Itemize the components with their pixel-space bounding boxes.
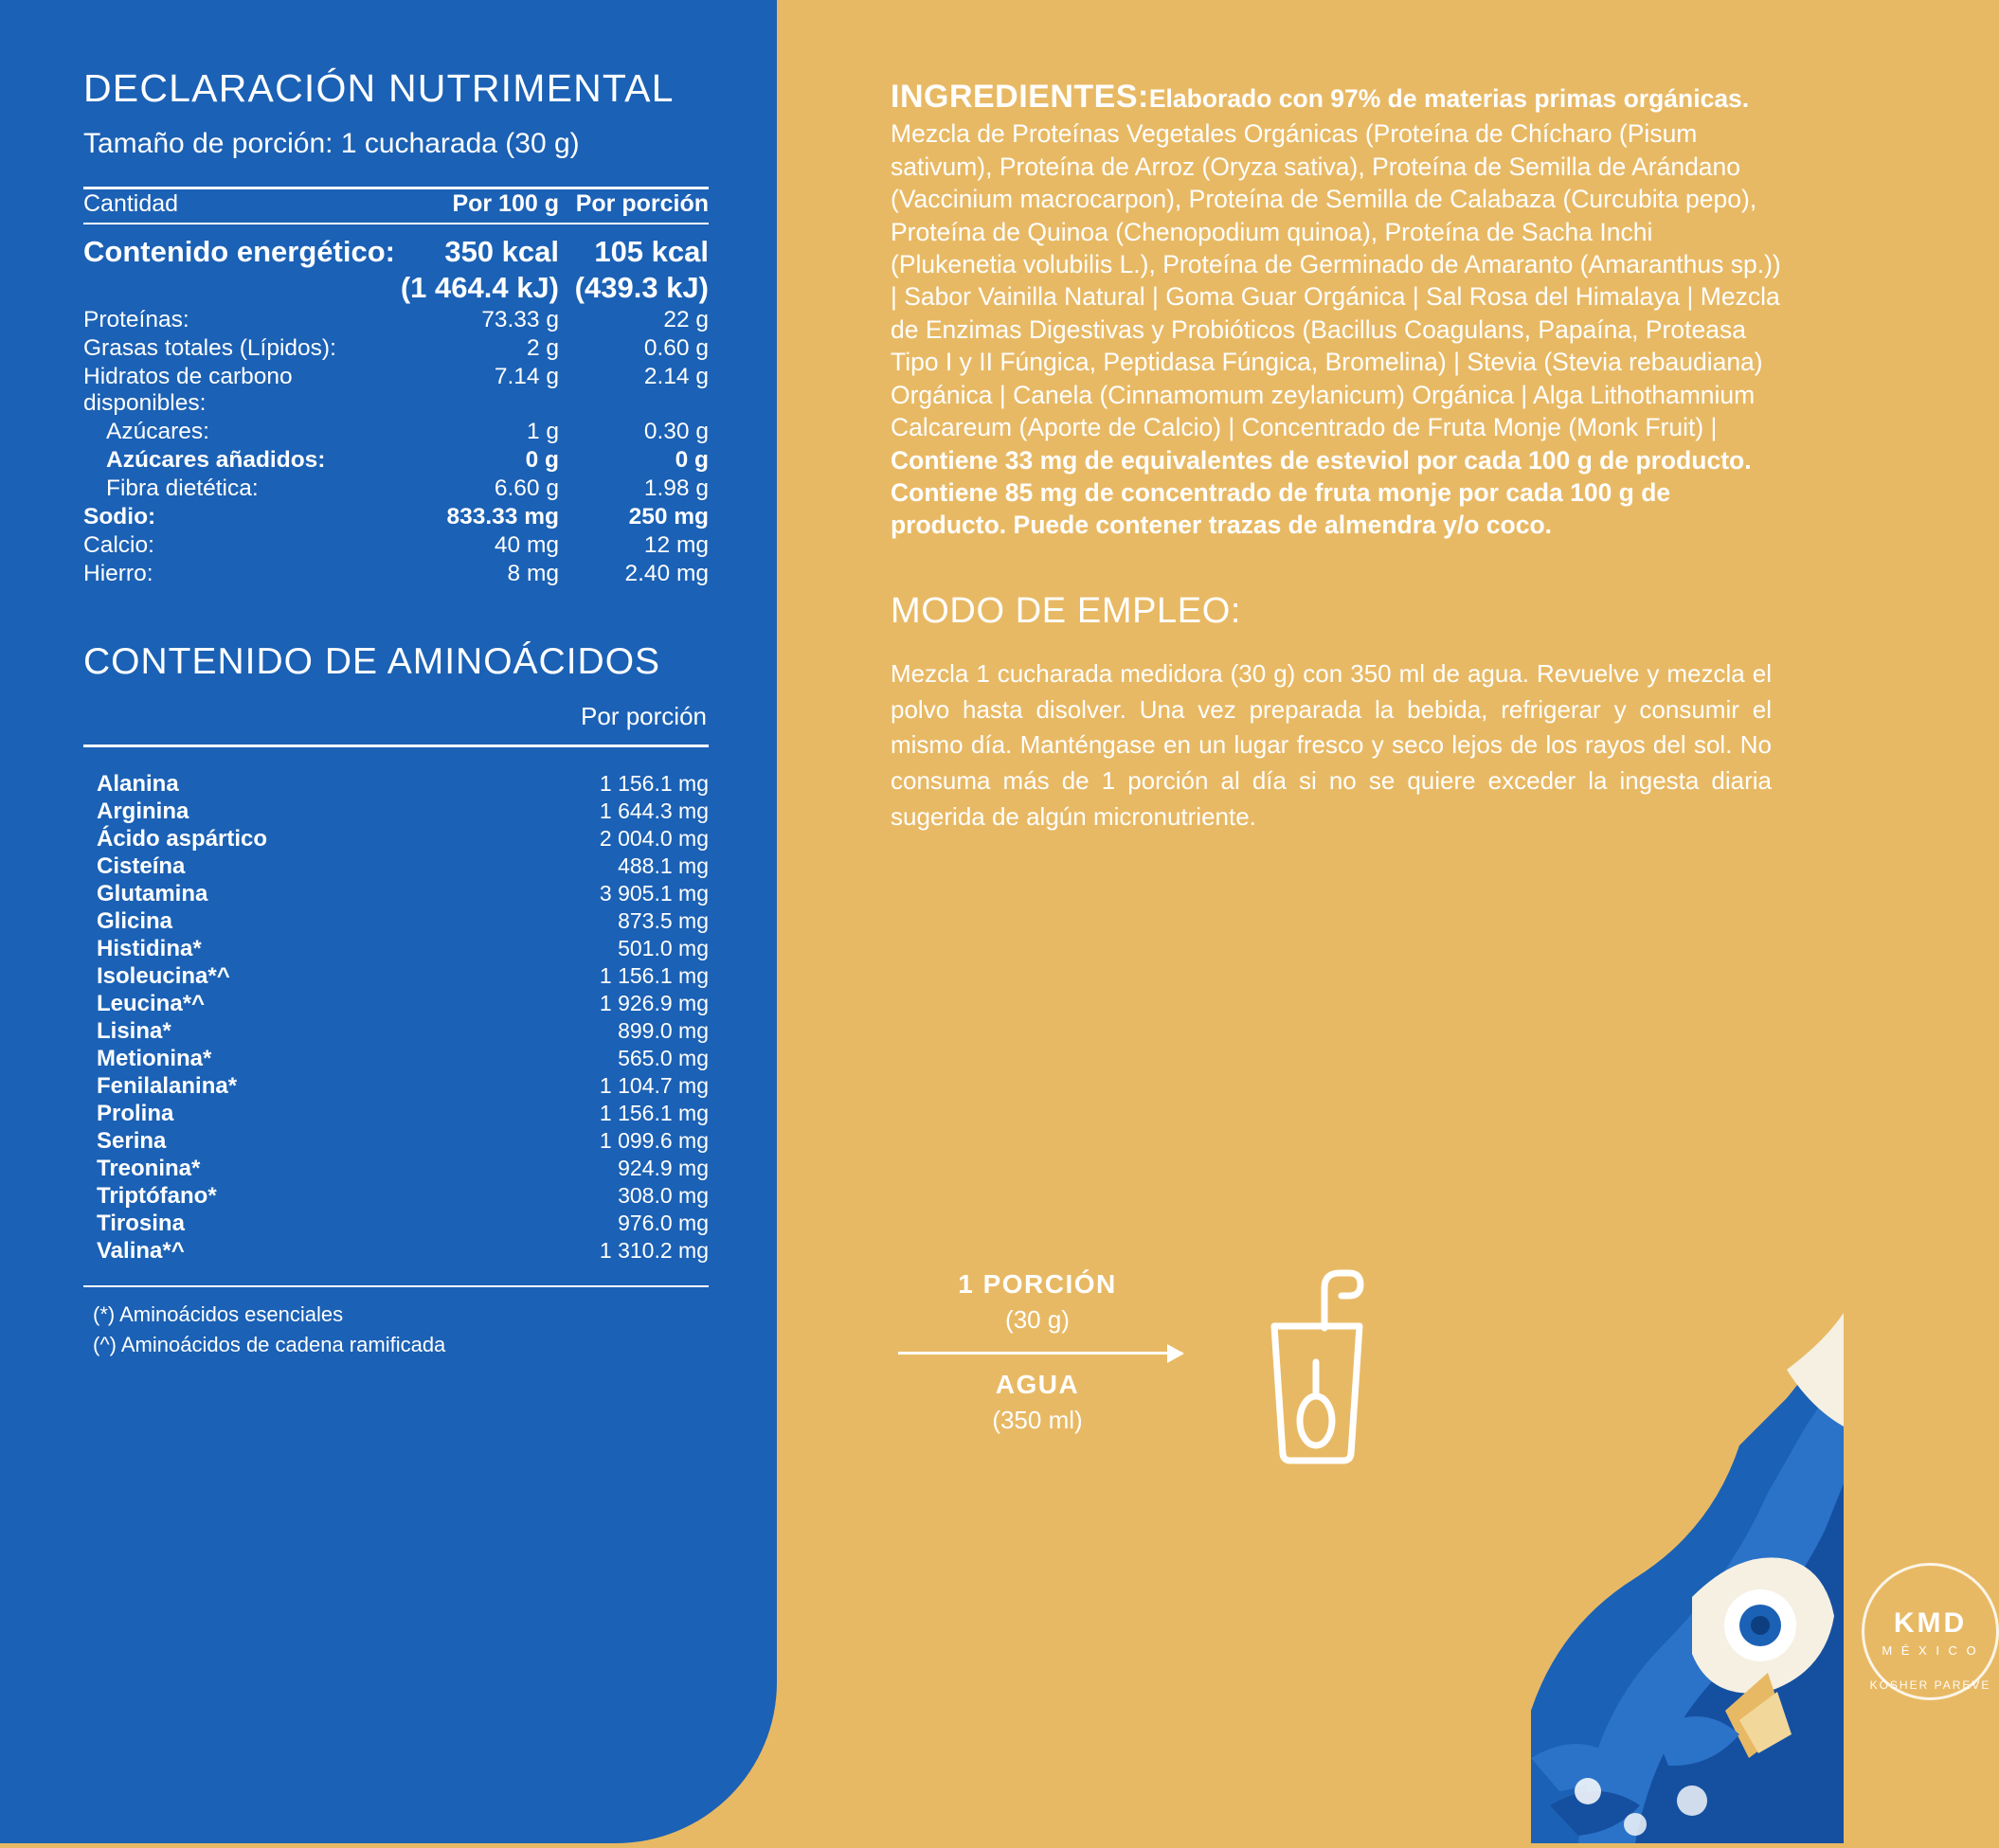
list-item	[83, 825, 709, 852]
amino-value: 1 156.1 mg	[599, 1101, 709, 1125]
divider-footnotes	[83, 1285, 709, 1287]
row-v1-protein: 73.33 g	[481, 307, 559, 332]
row-v2-carbs: 2.14 g	[643, 364, 709, 389]
amino-name: Glicina	[97, 907, 173, 934]
row-v1-calcium: 40 mg	[494, 532, 559, 558]
list-item	[83, 935, 709, 962]
amino-name: Leucina*^	[97, 990, 206, 1016]
amino-name: Cisteína	[97, 852, 186, 879]
footnote-essential: (*) Aminoácidos esenciales	[93, 1302, 344, 1326]
row-v1-fat: 2 g	[526, 335, 559, 361]
row-label-sugars: Azúcares:	[106, 419, 209, 444]
amino-value: 308.0 mg	[618, 1183, 709, 1208]
amino-value: 1 099.6 mg	[599, 1128, 709, 1153]
amino-name: Alanina	[97, 770, 179, 797]
row-label-protein: Proteínas:	[83, 307, 189, 332]
table-row	[83, 363, 709, 418]
row-v2-energy: 105 kcal	[594, 235, 709, 268]
row-label-sodium: Sodio:	[83, 504, 156, 529]
list-item	[83, 990, 709, 1017]
amino-value: 3 905.1 mg	[599, 881, 709, 906]
nutrition-panel	[0, 0, 777, 1843]
amino-name: Prolina	[97, 1100, 174, 1126]
divider-amino	[83, 745, 709, 747]
list-item	[83, 798, 709, 825]
amino-name: Tirosina	[97, 1210, 185, 1236]
amino-column-header: Por porción	[581, 702, 707, 730]
table-row	[83, 234, 709, 270]
row-label-carbs: Hidratos de carbono disponibles:	[83, 364, 293, 416]
table-row	[83, 334, 709, 363]
row-v2-sugars: 0.30 g	[643, 419, 709, 444]
page-title: DECLARACIÓN NUTRIMENTAL	[83, 66, 675, 110]
row-label-calcium: Calcio:	[83, 532, 154, 558]
list-item	[83, 1100, 709, 1127]
row-v1-sodium: 833.33 mg	[446, 504, 559, 529]
amino-value: 565.0 mg	[618, 1046, 709, 1070]
amino-value: 1 104.7 mg	[599, 1073, 709, 1098]
ingredients-tail: Contiene 33 mg de equivalentes de esteviol por cada 100 g de producto. Contiene 85 mg de concentrado de fruta monje por cada 100 g de producto. Puede contener trazas de almendra y/o coco.	[891, 445, 1752, 540]
amino-value: 1 644.3 mg	[599, 798, 709, 823]
nutrition-table	[83, 189, 709, 219]
row-v2-iron: 2.40 mg	[624, 561, 709, 586]
table-row	[83, 270, 709, 306]
row-v2-added-sugars: 0 g	[675, 447, 709, 473]
row-v1-sugars: 1 g	[526, 419, 559, 444]
amino-value: 873.5 mg	[618, 908, 709, 933]
amino-value: 1 156.1 mg	[599, 963, 709, 988]
amino-value: 501.0 mg	[618, 936, 709, 960]
row-label-iron: Hierro:	[83, 561, 153, 586]
row-label-added-sugars: Azúcares añadidos:	[106, 447, 326, 473]
row-v1-fiber: 6.60 g	[494, 475, 559, 501]
serving-size-text: Tamaño de porción: 1 cucharada (30 g)	[83, 128, 580, 159]
list-item	[83, 1017, 709, 1045]
amino-value: 1 926.9 mg	[599, 991, 709, 1015]
footnote-bcaa: (^) Aminoácidos de cadena ramificada	[93, 1333, 446, 1356]
amino-name: Glutamina	[97, 880, 208, 906]
row-v1-added-sugars: 0 g	[525, 447, 559, 473]
row-v2-fat: 0.60 g	[643, 335, 709, 361]
amino-name: Valina*^	[97, 1237, 185, 1264]
table-row	[83, 475, 709, 503]
col-header-per100g: Por 100 g	[452, 190, 559, 217]
amino-name: Lisina*	[97, 1017, 171, 1044]
amino-table	[83, 770, 709, 1265]
row-label-fiber: Fibra dietética:	[106, 475, 259, 501]
ingredients-panel-content	[891, 76, 1781, 834]
ingredients-lead: Elaborado con 97% de materias primas orgánicas.	[1148, 84, 1750, 113]
row-label-energy: Contenido energético:	[83, 235, 395, 268]
table-row	[83, 560, 709, 588]
arrow-icon	[898, 1352, 1182, 1355]
water-amount: (350 ml)	[992, 1406, 1083, 1434]
water-label: AGUA	[995, 1370, 1080, 1399]
row-label-fat: Grasas totales (Lípidos):	[83, 335, 336, 361]
ingredients-heading: INGREDIENTES:	[891, 79, 1149, 115]
amino-value: 924.9 mg	[618, 1156, 709, 1180]
kmd-seal-arc-text: KOSHER PAREVE	[1869, 1678, 1991, 1692]
usage-heading: MODO DE EMPLEO:	[891, 590, 1242, 631]
amino-value: 899.0 mg	[618, 1018, 709, 1043]
list-item	[83, 962, 709, 990]
ingredients-body: Mezcla de Proteínas Vegetales Orgánicas (Proteína de Chícharo (Pisum sativum), Proteína de Arroz (Oryza sativa), Proteína de Semilla de Arándano (Vaccinium macrocarpon), Proteína de Semilla de Calabaza (Curcubita pepo), Proteína de Quinoa (Chenopodium quinoa), Proteína de Sacha Inchi (Plukenetia volubilis L.), Proteína de Germinado de Amaranto (Amaranthus sp.)) | Sabor Vainilla Natural | Goma Guar Orgánica | Sal Rosa del Himalaya | Mezcla de Enzimas Digestivas y Probióticos (Bacillus Coagulans, Papaína, Proteasa Tipo I y II Fúngica, Peptidasa Fúngica, Bromelina) | Stevia (Stevia rebaudiana) Orgánica | Canela (Cinnamomum zeylanicum) Orgánica | Alga Lithothamnium Calcareum (Aporte de Calcio) | Concentrado de Fruta Monje (Monk Fruit) |	[891, 119, 1781, 442]
amino-name: Histidina*	[97, 935, 202, 961]
portion-amount: (30 g)	[1005, 1305, 1070, 1334]
row-v2-energy-kj: (439.3 kJ)	[574, 271, 709, 304]
bird-illustration	[1294, 1313, 1844, 1843]
amino-name: Serina	[97, 1127, 167, 1154]
amino-name: Isoleucina*^	[97, 962, 230, 989]
amino-value: 976.0 mg	[618, 1211, 709, 1235]
amino-value: 1 156.1 mg	[599, 771, 709, 796]
amino-name: Treonina*	[97, 1155, 201, 1181]
ingredients-panel	[777, 0, 1991, 1843]
table-header-row	[83, 189, 709, 219]
amino-name: Ácido aspártico	[97, 825, 268, 852]
table-row	[83, 306, 709, 334]
table-row	[83, 446, 709, 475]
row-v1-energy: 350 kcal	[444, 235, 559, 268]
kmd-seal-sub-text: M É X I C O	[1882, 1643, 1979, 1658]
row-v1-energy-kj: (1 464.4 kJ)	[400, 271, 559, 304]
row-v2-calcium: 12 mg	[643, 532, 709, 558]
amino-value: 2 004.0 mg	[599, 826, 709, 851]
list-item	[83, 880, 709, 907]
divider-header	[83, 223, 709, 224]
row-v1-carbs: 7.14 g	[494, 364, 559, 389]
list-item	[83, 1127, 709, 1155]
list-item	[83, 1210, 709, 1237]
ingredients-block	[891, 76, 1781, 542]
amino-name: Metionina*	[97, 1045, 212, 1071]
col-header-amount: Cantidad	[83, 190, 179, 217]
portion-label: 1 PORCIÓN	[958, 1269, 1117, 1299]
kmd-kosher-seal	[1862, 1563, 1999, 1700]
list-item	[83, 770, 709, 798]
list-item	[83, 852, 709, 880]
amino-section-title: CONTENIDO DE AMINOÁCIDOS	[83, 641, 661, 682]
list-item	[83, 1237, 709, 1265]
list-item	[83, 1045, 709, 1072]
amino-value: 488.1 mg	[618, 853, 709, 878]
row-v1-iron: 8 mg	[507, 561, 559, 586]
col-header-perserving: Por porción	[575, 190, 709, 217]
row-v2-sodium: 250 mg	[628, 504, 709, 529]
list-item	[83, 1155, 709, 1182]
nutrition-panel-content	[83, 66, 709, 1357]
table-row	[83, 418, 709, 446]
table-row	[83, 503, 709, 531]
amino-name: Triptófano*	[97, 1182, 217, 1209]
usage-text: Mezcla 1 cucharada medidora (30 g) con 350 ml de agua. Revuelve y mezcla el polvo hasta disolver. Una vez preparada la bebida, refrigerar y consumir el mismo día. Manténgase en un lugar fresco y seco lejos de los rayos del sol. No consuma más de 1 porción al día si no se quiere exceder la ingesta diaria sugerida de algún micronutriente.	[891, 658, 1772, 831]
list-item	[83, 1182, 709, 1210]
amino-name: Arginina	[97, 798, 189, 824]
amino-name: Fenilalanina*	[97, 1072, 238, 1099]
list-item	[83, 907, 709, 935]
row-v2-fiber: 1.98 g	[643, 475, 709, 501]
row-label-energy-kj	[83, 270, 396, 306]
list-item	[83, 1072, 709, 1100]
table-row	[83, 531, 709, 560]
nutrition-values-table	[83, 234, 709, 588]
row-v2-protein: 22 g	[663, 307, 709, 332]
amino-value: 1 310.2 mg	[599, 1238, 709, 1263]
kmd-seal-main-text: KMD	[1893, 1607, 1968, 1639]
